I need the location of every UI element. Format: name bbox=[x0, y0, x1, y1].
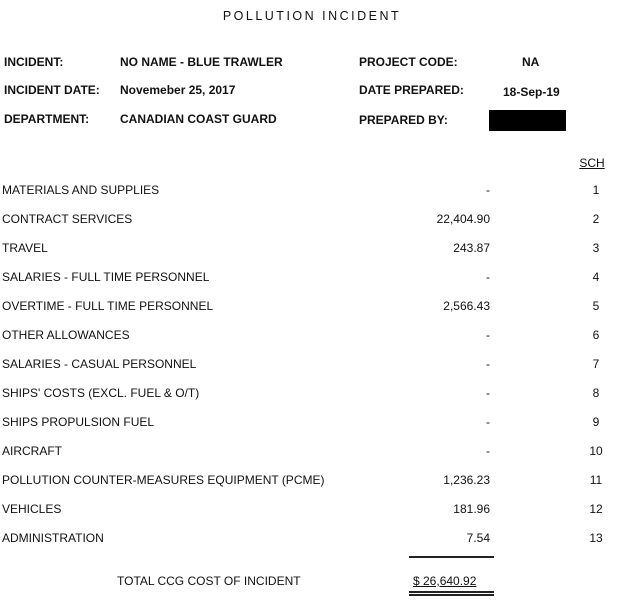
cost-amount: - bbox=[486, 444, 490, 458]
project-code-value: NA bbox=[522, 55, 540, 69]
cost-amount: 22,404.90 bbox=[436, 212, 490, 226]
cost-amount: - bbox=[486, 415, 490, 429]
schedule-number: 2 bbox=[592, 212, 600, 226]
table-row bbox=[0, 328, 624, 344]
document-title: POLLUTION INCIDENT bbox=[222, 9, 402, 23]
table-row bbox=[0, 502, 624, 518]
table-row bbox=[0, 299, 624, 315]
total-top-rule bbox=[409, 556, 494, 558]
department-label: DEPARTMENT: bbox=[4, 112, 90, 126]
table-row bbox=[0, 415, 624, 431]
cost-amount: 7.54 bbox=[466, 531, 490, 545]
cost-amount: - bbox=[486, 328, 490, 342]
total-double-rule-1 bbox=[409, 591, 494, 593]
cost-category-label: POLLUTION COUNTER-MEASURES EQUIPMENT (PCME) bbox=[2, 473, 325, 487]
cost-category-label: SHIPS' COSTS (EXCL. FUEL & O/T) bbox=[2, 386, 200, 400]
schedule-number: 5 bbox=[592, 299, 600, 313]
cost-amount: - bbox=[486, 386, 490, 400]
incident-label: INCIDENT: bbox=[4, 55, 64, 69]
table-row bbox=[0, 473, 624, 489]
cost-amount: - bbox=[486, 183, 490, 197]
table-row bbox=[0, 386, 624, 402]
incident-date-value: Novemeber 25, 2017 bbox=[120, 83, 236, 97]
total-double-rule-2 bbox=[409, 594, 494, 596]
schedule-number: 1 bbox=[592, 183, 600, 197]
schedule-number: 13 bbox=[589, 531, 603, 545]
cost-category-label: ADMINISTRATION bbox=[2, 531, 104, 545]
schedule-number: 12 bbox=[589, 502, 603, 516]
date-prepared-label: DATE PREPARED: bbox=[359, 83, 464, 97]
cost-category-label: TRAVEL bbox=[2, 241, 48, 255]
table-row bbox=[0, 212, 624, 228]
cost-amount: 2,566.43 bbox=[443, 299, 490, 313]
cost-category-label: OTHER ALLOWANCES bbox=[2, 328, 130, 342]
cost-category-label: OVERTIME - FULL TIME PERSONNEL bbox=[2, 299, 214, 313]
schedule-number: 9 bbox=[592, 415, 600, 429]
cost-amount: - bbox=[486, 357, 490, 371]
sch-column-header: SCH bbox=[579, 156, 605, 170]
cost-category-label: SALARIES - CASUAL PERSONNEL bbox=[2, 357, 197, 371]
schedule-number: 8 bbox=[592, 386, 600, 400]
table-row bbox=[0, 241, 624, 257]
schedule-number: 7 bbox=[592, 357, 600, 371]
table-row bbox=[0, 270, 624, 286]
schedule-number: 10 bbox=[589, 444, 603, 458]
incident-date-label: INCIDENT DATE: bbox=[4, 83, 100, 97]
schedule-number: 4 bbox=[592, 270, 600, 284]
cost-category-label: SHIPS PROPULSION FUEL bbox=[2, 415, 155, 429]
date-prepared-value: 18-Sep-19 bbox=[503, 85, 560, 99]
department-value: CANADIAN COAST GUARD bbox=[120, 112, 277, 126]
total-label: TOTAL CCG COST OF INCIDENT bbox=[117, 574, 301, 588]
total-value: $ 26,640.92 bbox=[413, 574, 477, 588]
schedule-number: 11 bbox=[589, 473, 603, 487]
incident-value: NO NAME - BLUE TRAWLER bbox=[120, 55, 283, 69]
cost-amount: 1,236.23 bbox=[443, 473, 490, 487]
cost-category-label: CONTRACT SERVICES bbox=[2, 212, 133, 226]
redaction-box bbox=[489, 110, 566, 131]
cost-category-label: VEHICLES bbox=[2, 502, 62, 516]
table-row bbox=[0, 357, 624, 373]
cost-amount: 243.87 bbox=[453, 241, 490, 255]
schedule-number: 6 bbox=[592, 328, 600, 342]
table-row bbox=[0, 531, 624, 547]
cost-category-label: MATERIALS AND SUPPLIES bbox=[2, 183, 160, 197]
prepared-by-label: PREPARED BY: bbox=[359, 113, 448, 127]
schedule-number: 3 bbox=[592, 241, 600, 255]
cost-amount: - bbox=[486, 270, 490, 284]
cost-category-label: SALARIES - FULL TIME PERSONNEL bbox=[2, 270, 210, 284]
cost-category-label: AIRCRAFT bbox=[2, 444, 62, 458]
project-code-label: PROJECT CODE: bbox=[359, 55, 458, 69]
table-row bbox=[0, 183, 624, 199]
table-row bbox=[0, 444, 624, 460]
cost-amount: 181.96 bbox=[453, 502, 490, 516]
